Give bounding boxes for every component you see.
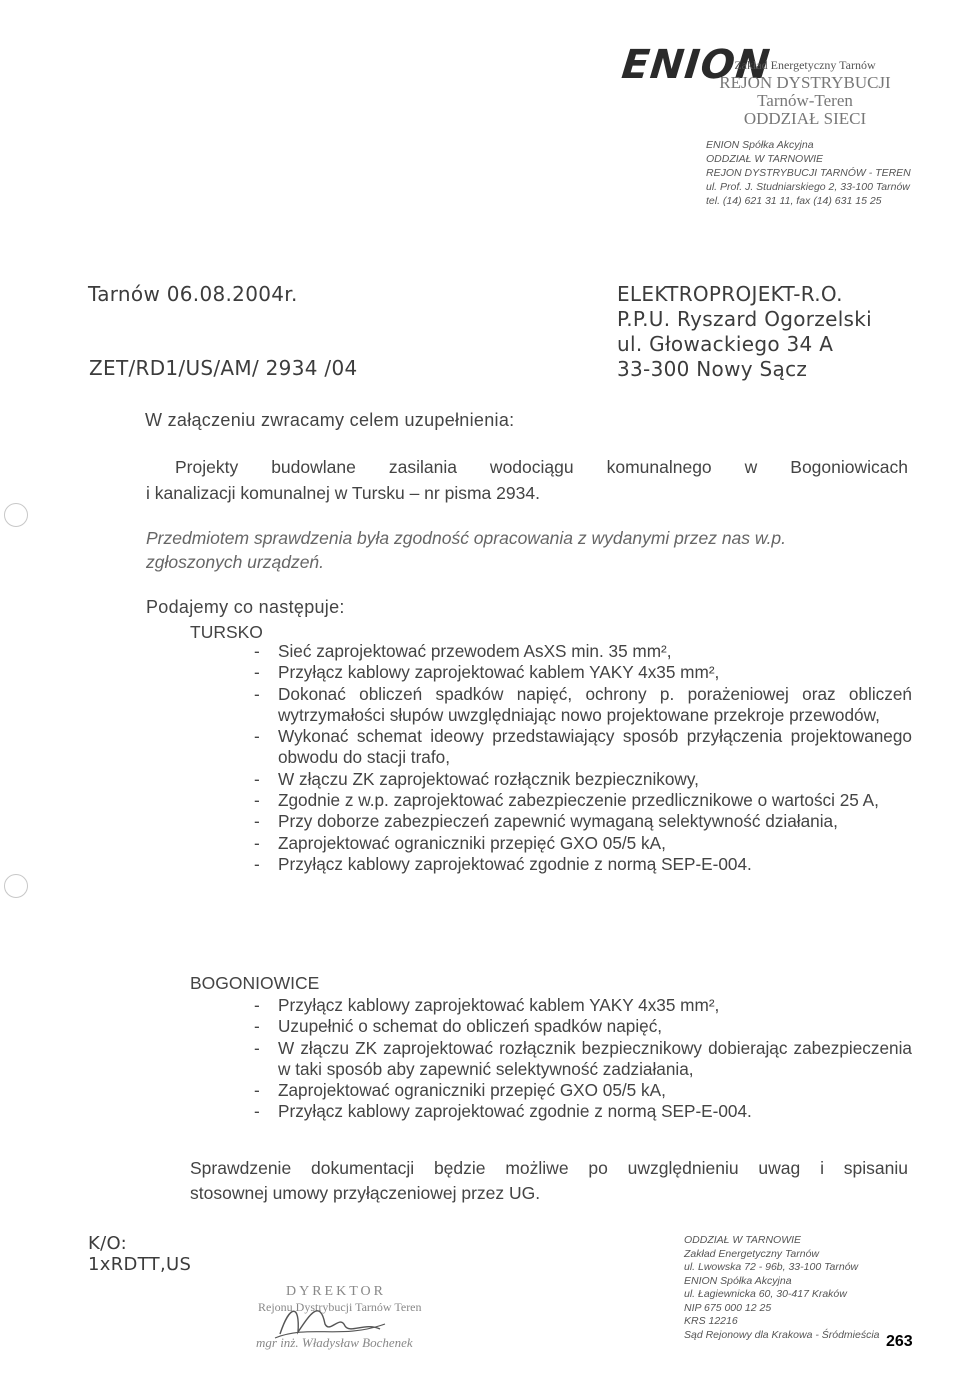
- projects-line-2: i kanalizacji komunalnej w Tursku – nr pisma 2934.: [146, 483, 540, 503]
- letterhead-company-info: [706, 138, 911, 208]
- list-item: - Sieć zaprojektować przewodem AsXS min. 35 mm²,: [248, 641, 912, 662]
- company-line: REJON DYSTRYBUCJI TARNÓW - TEREN: [706, 167, 911, 179]
- recipient-line: 33-300 Nowy Sącz: [617, 357, 808, 381]
- footer-line: Sąd Rejonowy dla Krakowa - Śródmieścia: [684, 1328, 880, 1341]
- list-item: - Uzupełnić o schemat do obliczeń spadków napięć,: [248, 1016, 912, 1037]
- footer-line: ul. Łagiewnicka 60, 30-417 Kraków: [684, 1288, 847, 1300]
- lead-line: Podajemy co następuje:: [146, 597, 345, 617]
- recipient-line: P.P.U. Ryszard Ogorzelski: [617, 307, 873, 331]
- company-line: ODDZIAŁ W TARNOWIE: [706, 153, 824, 165]
- list-item: - W złączu ZK zaprojektować rozłącznik bezpiecznikowy dobierając zabezpieczenia w taki sposób aby zapewnić selektywność zadziałania,: [248, 1038, 912, 1081]
- signature-unit: Rejonu Dystrybucji Tarnów Teren: [258, 1300, 422, 1314]
- recipient-line: ELEKTROPROJEKT-R.O.: [617, 282, 843, 306]
- place-date: Tarnów 06.08.2004r.: [88, 282, 298, 306]
- reference-number: ZET/RD1/US/AM/ 2934 /04: [89, 356, 358, 380]
- company-line: ul. Prof. J. Studniarskiego 2, 33-100 Tarnów: [706, 181, 910, 193]
- signature-title: DYREKTOR: [286, 1284, 386, 1299]
- recipient-line: ul. Głowackiego 34 A: [617, 332, 834, 356]
- list-item: - Zaprojektować ograniczniki przepięć GXO 05/5 kA,: [248, 833, 912, 854]
- page-number: 263: [886, 1333, 913, 1350]
- enion-logo: ENION: [619, 42, 773, 88]
- section-heading-tursko: TURSKO: [190, 622, 263, 642]
- recipient-address: [617, 282, 872, 382]
- footer-line: Zakład Energetyczny Tarnów: [684, 1247, 820, 1260]
- company-line: tel. (14) 621 31 11, fax (14) 631 15 25: [706, 195, 882, 207]
- stamp-line: REJON DYSTRYBUCJI: [719, 73, 891, 92]
- company-line: ENION Spółka Akcyjna: [706, 139, 814, 151]
- stamp-line: Zakład Energetyczny Tarnów: [734, 58, 876, 72]
- section-heading-bogoniowice: BOGONIOWICE: [190, 973, 320, 993]
- list-item: - Zgodnie z w.p. zaprojektować zabezpieczenie przedlicznikowe o wartości 25 A,: [248, 790, 912, 811]
- subject-line-1: Przedmiotem sprawdzenia była zgodność opracowania z wydanymi przez nas w.p.: [146, 528, 787, 548]
- footer-line: ODDZIAŁ W TARNOWIE: [684, 1234, 802, 1246]
- subject-line-2: zgłoszonych urządzeń.: [146, 552, 325, 572]
- bogoniowice-requirements-list: [248, 995, 912, 1123]
- projects-line-1: Projekty budowlane zasilania wodociągu komunalnego w Bogoniowicach: [175, 457, 908, 477]
- punch-hole-bottom: [4, 874, 28, 898]
- ko-value: 1xRDTT,US: [88, 1254, 192, 1275]
- list-item: - Przyłącz kablowy zaprojektować kablem YAKY 4x35 mm²,: [248, 995, 912, 1016]
- list-item: - Przyłącz kablowy zaprojektować zgodnie z normą SEP-E-004.: [248, 854, 912, 875]
- list-item: - W złączu ZK zaprojektować rozłącznik bezpiecznikowy,: [248, 769, 912, 790]
- intro-line: W załączeniu zwracamy celem uzupełnienia:: [145, 410, 515, 430]
- list-item: - Przy doborze zabezpieczeń zapewnić wymaganą selektywność działania,: [248, 811, 912, 832]
- list-item: - Wykonać schemat ideowy przedstawiający sposób przyłączenia projektowanego obwodu do stacji trafo,: [248, 726, 912, 769]
- stamp-line: ODDZIAŁ SIECI: [743, 109, 867, 128]
- stamp-line: Tarnów-Teren: [757, 91, 853, 110]
- tursko-requirements-list: [248, 641, 912, 875]
- closing-line-1: Sprawdzenie dokumentacji będzie możliwe po uwzględnieniu uwag i spisaniu: [190, 1158, 908, 1178]
- footer-line: KRS 12216: [684, 1315, 738, 1327]
- footer-company-info: [684, 1234, 880, 1342]
- signature-name: mgr inż. Władysław Bochenek: [256, 1335, 413, 1350]
- footer-line: ul. Lwowska 72 - 96b, 33-100 Tarnów: [684, 1261, 859, 1273]
- list-item: - Przyłącz kablowy zaprojektować zgodnie z normą SEP-E-004.: [248, 1101, 912, 1122]
- punch-hole-top: [4, 503, 28, 527]
- list-item: - Przyłącz kablowy zaprojektować kablem YAKY 4x35 mm²,: [248, 662, 912, 683]
- list-item: - Zaprojektować ograniczniki przepięć GXO 05/5 kA,: [248, 1080, 912, 1101]
- footer-line: ENION Spółka Akcyjna: [684, 1274, 792, 1287]
- list-item: - Dokonać obliczeń spadków napięć, ochrony p. porażeniowej oraz obliczeń wytrzymałości słupów uwzględniając nowo projektowane przekroje przewodów,: [248, 684, 912, 727]
- footer-line: NIP 675 000 12 25: [684, 1301, 772, 1314]
- letterhead-stamp: [700, 56, 910, 128]
- closing-line-2: stosownej umowy przyłączeniowej przez UG.: [190, 1183, 541, 1203]
- ko-label: K/O:: [88, 1233, 127, 1254]
